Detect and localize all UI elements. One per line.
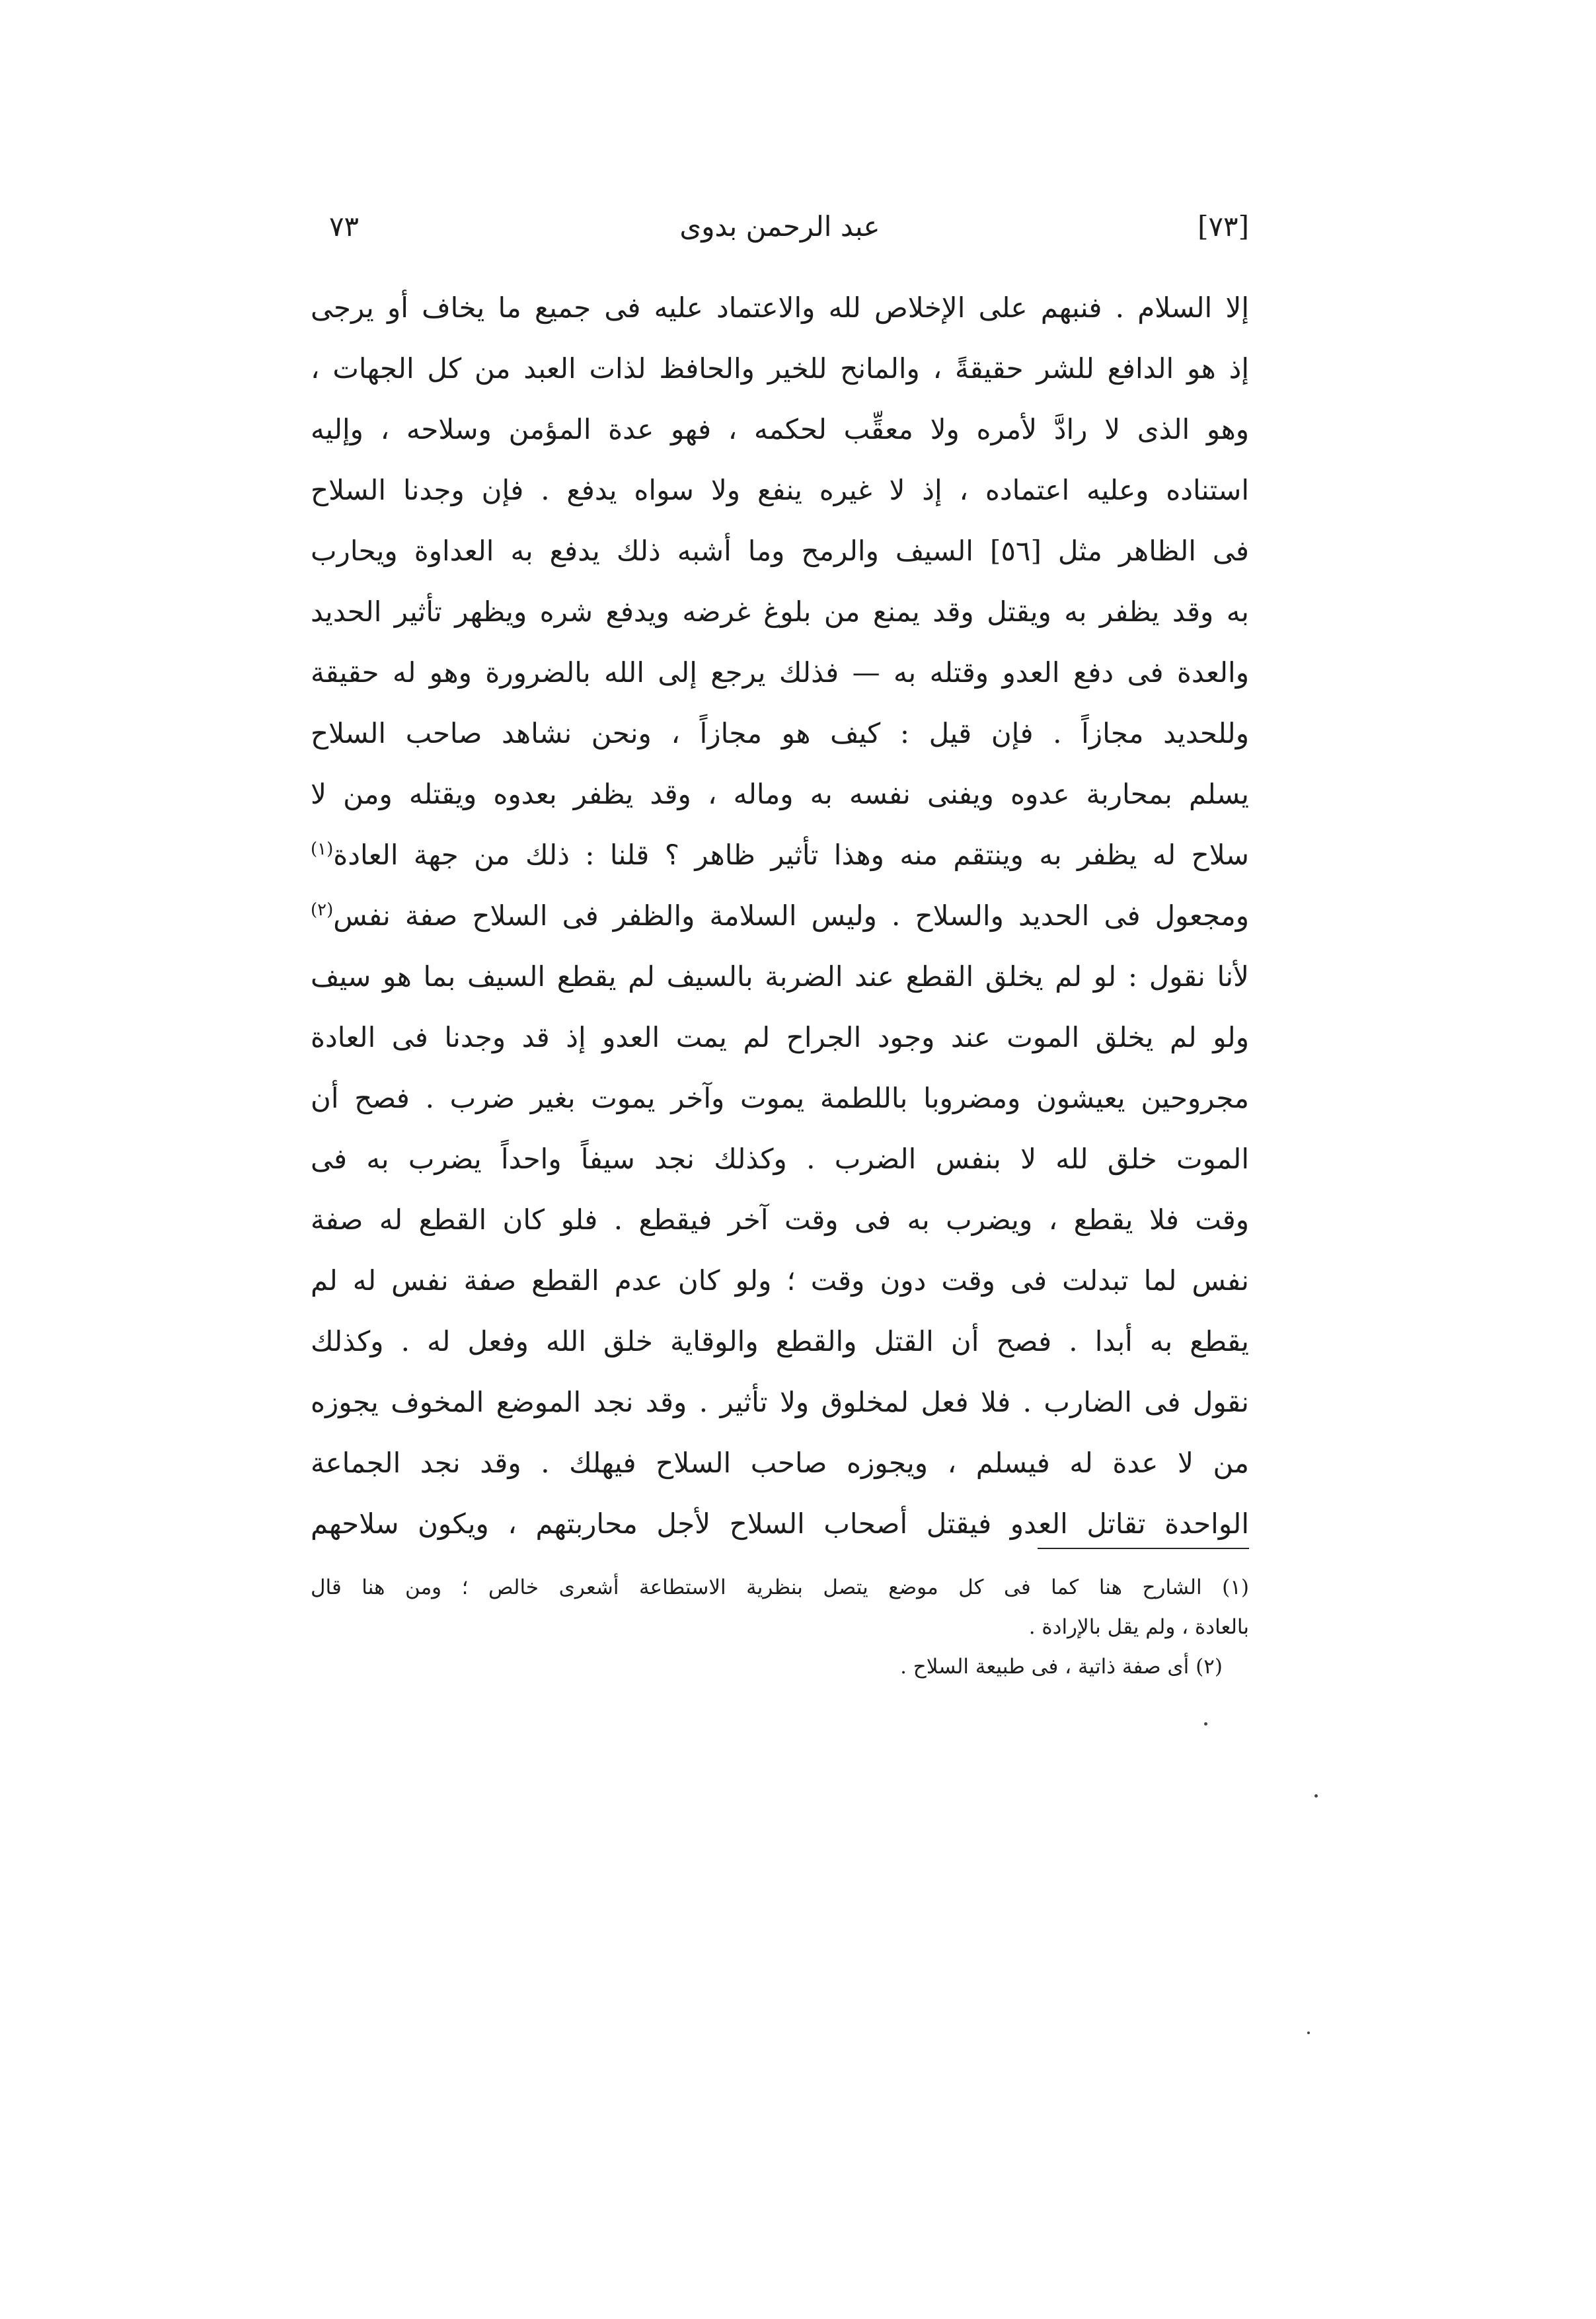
text-line: الموت خلق لله لا بنفس الضرب . وكذلك نجد سيفاً واحداً يضرب به فى (311, 1143, 1249, 1175)
page-header (311, 210, 1249, 256)
footnote-ref-2: (٢) (311, 900, 334, 920)
text-line: والعدة فى دفع العدو وقتله به — فذلك يرجع إلى الله بالضرورة وهو له حقيقة (311, 656, 1249, 689)
text-line: نفس لما تبدلت فى وقت دون وقت ؛ ولو كان عدم القطع صفة نفس له لم (311, 1264, 1249, 1297)
running-title: عبد الرحمن بدوى (679, 210, 880, 243)
text-line: وقت فلا يقطع ، ويضرب به فى وقت آخر فيقطع . فلو كان القطع له صفة (311, 1203, 1249, 1236)
text-line: فى الظاهر مثل [٥٦] السيف والرمح وما أشبه ذلك يدفع به العداوة ويحارب (311, 535, 1249, 567)
footnote-1: (١) الشارح هنا كما فى كل موضع يتصل بنظرية الاستطاعة أشعرى خالص ؛ ومن هنا قال (311, 1576, 1249, 1599)
scan-speck (1314, 1794, 1318, 1798)
text-line-with-footnote-2 (311, 886, 1249, 946)
footnote-1-continued: بالعادة ، ولم يقل بالإرادة . (1028, 1615, 1249, 1639)
text-line: استناده وعليه اعتماده ، إذ لا غيره ينفع ولا سواه يدفع . فإن وجدنا السلاح (311, 474, 1249, 506)
text-line: يقطع به أبدا . فصح أن القتل والقطع والوقاية خلق الله وفعل له . وكذلك (311, 1325, 1249, 1357)
text-line-with-footnote-1 (311, 825, 1249, 886)
text-line-content: سلاح له يظفر به وينتقم منه وهذا تأثير ظاهر ؟ قلنا : ذلك من جهة العادة (333, 839, 1249, 871)
footnote-ref-1: (١) (311, 839, 334, 859)
text-line: وهو الذى لا رادَّ لأمره ولا معقِّب لحكمه ، فهو عدة المؤمن وسلاحه ، وإليه (311, 413, 1249, 445)
footnotes (311, 1568, 1249, 1687)
body-text (311, 278, 1249, 1554)
page-number: ٧٣ (329, 210, 360, 243)
footnote-separator (1038, 1548, 1249, 1549)
scan-speck (1307, 2032, 1310, 2034)
footnote-2: (٢) أى صفة ذاتية ، فى طبيعة السلاح . (900, 1655, 1223, 1679)
text-line: يسلم بمحاربة عدوه ويفنى نفسه به وماله ، وقد يظفر بعدوه ويقتله ومن لا (311, 778, 1249, 810)
text-line: به وقد يظفر به ويقتل وقد يمنع من بلوغ غرضه ويدفع شره ويظهر تأثير الحديد (311, 595, 1249, 628)
text-line: مجروحين يعيشون ومضروبا باللطمة يموت وآخر يموت بغير ضرب . فصح أن (311, 1082, 1249, 1114)
text-line: إذ هو الدافع للشر حقيقةً ، والمانح للخير والحافظ لذات العبد من كل الجهات ، (311, 352, 1249, 385)
text-line: ولو لم يخلق الموت عند وجود الجراح لم يمت العدو إذ قد وجدنا فى العادة (311, 1021, 1249, 1053)
text-line: إلا السلام . فنبهم على الإخلاص لله والاعتماد عليه فى جميع ما يخاف أو يرجى (311, 291, 1249, 324)
text-line: لأنا نقول : لو لم يخلق القطع عند الضربة بالسيف لم يقطع السيف بما هو سيف (311, 960, 1249, 993)
text-line: الواحدة تقاتل العدو فيقتل أصحاب السلاح لأجل محاربتهم ، ويكون سلاحهم (311, 1507, 1249, 1540)
scan-speck (1204, 1722, 1207, 1726)
text-line-content: ومجعول فى الحديد والسلاح . وليس السلامة والظفر فى السلاح صفة نفس (333, 899, 1249, 932)
text-line: نقول فى الضارب . فلا فعل لمخلوق ولا تأثير . وقد نجد الموضع المخوف يجوزه (311, 1386, 1249, 1418)
page-marker: [٧٣] (1197, 210, 1249, 243)
text-line: وللحديد مجازاً . فإن قيل : كيف هو مجازاً ، ونحن نشاهد صاحب السلاح (311, 717, 1249, 749)
text-line: من لا عدة له فيسلم ، ويجوزه صاحب السلاح فيهلك . وقد نجد الجماعة (311, 1447, 1249, 1479)
